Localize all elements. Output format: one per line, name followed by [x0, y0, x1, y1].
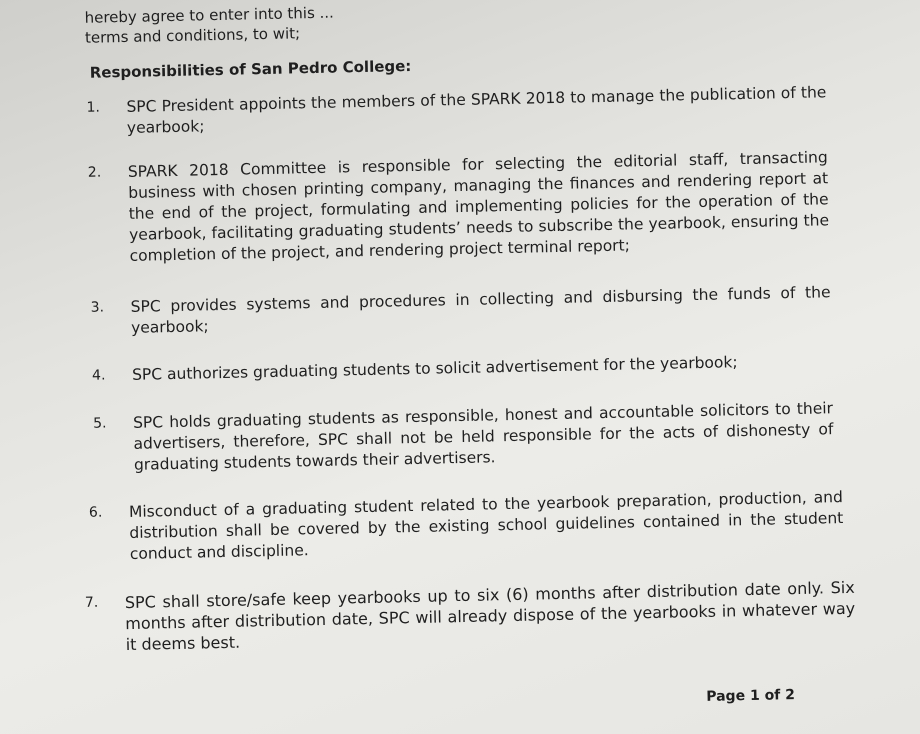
list-item [88, 487, 844, 563]
page-current: 1 [749, 687, 760, 704]
list-item [84, 577, 856, 655]
item-number: 4. [91, 367, 106, 384]
intro-line-2: terms and conditions, to wit; [84, 24, 301, 47]
item-text: Misconduct of a graduating student related to the yearbook preparation, production, and distribution shall be covered by the existing school guidelines contained in the student conduct and discipline. [128, 488, 844, 563]
item-text: SPC President appoints the members of the SPARK 2018 to manage the publication of the yearbook; [126, 83, 827, 137]
item-number: 5. [92, 415, 107, 432]
page-number [706, 687, 795, 705]
list-item [92, 398, 835, 474]
intro-line-1: hereby agree to enter into this ... [84, 3, 335, 27]
item-number: 1. [86, 99, 101, 116]
list-item [86, 82, 828, 137]
list-item [91, 350, 834, 384]
item-text: SPC authorizes graduating students to solicit advertisement for the yearbook; [131, 353, 738, 384]
list-item [90, 282, 832, 337]
item-text: SPC holds graduating students as responsible, honest and accountable solicitors to their advertisers, therefore, SPC shall not be held responsible for the acts of dishonesty of graduating students towards their advertisers. [132, 399, 834, 474]
intro-text [84, 3, 334, 48]
list-item [87, 147, 830, 265]
page-middle: of [759, 687, 786, 704]
page-total: 2 [785, 687, 796, 704]
item-number: 3. [90, 299, 105, 316]
page-prefix: Page [706, 688, 751, 705]
item-text: SPARK 2018 Committee is responsible for selecting the editorial staff, transacting business with chosen printing company, managing the finances and rendering report at the end of the project, formulating and implementing policies for the operation of the yearbook, facilitating graduating students’ needs to subscribe the yearbook, ensuring the completion of the project, and rendering project terminal report; [127, 148, 830, 265]
item-number: 7. [84, 594, 99, 611]
item-text: SPC shall store/safe keep yearbooks up to six (6) months after distribution date only. Six months after distribution date, SPC will already dispose of the yearbooks in whatever way it deems best. [124, 577, 856, 655]
section-heading: Responsibilities of San Pedro College: [89, 56, 412, 82]
item-text: SPC provides systems and procedures in collecting and disbursing the funds of the yearbook; [130, 283, 831, 337]
item-number: 2. [87, 164, 102, 181]
item-number: 6. [88, 504, 103, 521]
